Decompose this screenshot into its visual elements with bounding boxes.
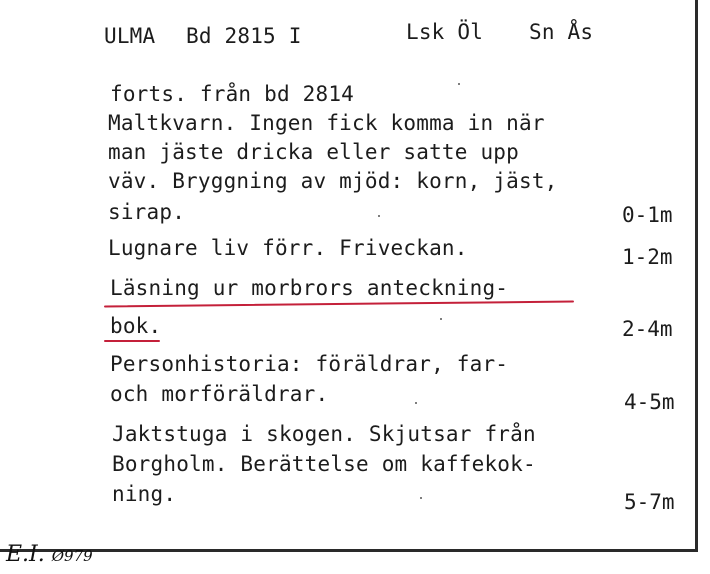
entry-5-time: 5-7m — [624, 490, 675, 514]
entry-5-line-1: Jaktstuga i skogen. Skjutsar från — [112, 422, 536, 446]
red-underline — [104, 301, 574, 308]
entry-5-line-3: ning. — [112, 482, 177, 506]
speck — [378, 215, 380, 217]
red-underline-short — [104, 340, 160, 342]
entry-1-line-3: man jäste dricka eller satte upp — [108, 140, 519, 164]
entry-1-line-2: Maltkvarn. Ingen fick komma in när — [108, 111, 545, 135]
volume-label: Bd 2815 I — [186, 24, 302, 48]
signature-initials: E.I. — [6, 542, 45, 567]
speck — [415, 402, 417, 404]
parish-label: Sn Ås — [529, 20, 594, 44]
signature-number: Ø979 — [51, 547, 93, 565]
speck — [458, 83, 460, 85]
entry-4-time: 4-5m — [624, 390, 675, 414]
entry-2-time: 1-2m — [622, 245, 673, 269]
entry-4-line-2: och morföräldrar. — [110, 382, 329, 406]
county-label: Lsk Öl — [406, 20, 484, 44]
entry-4-line-1: Personhistoria: föräldrar, far- — [110, 352, 509, 376]
handwritten-signature — [6, 542, 93, 567]
entry-1-line-4: väv. Bryggning av mjöd: korn, jäst, — [108, 169, 558, 193]
entry-3-time: 2-4m — [622, 317, 673, 341]
entry-1-time: 0-1m — [622, 203, 673, 227]
entry-1-line-1: forts. från bd 2814 — [110, 82, 355, 106]
entry-3-line-2: bok. — [110, 314, 162, 338]
speck — [440, 318, 442, 320]
speck — [420, 497, 422, 499]
entry-1-line-5: sirap. — [108, 200, 186, 224]
entry-2-line-1: Lugnare liv förr. Friveckan. — [108, 236, 468, 260]
entry-3-line-1: Läsning ur morbrors anteckning- — [110, 276, 509, 300]
archive-label: ULMA — [104, 24, 156, 48]
entry-5-line-2: Borgholm. Berättelse om kaffekok- — [112, 452, 536, 476]
